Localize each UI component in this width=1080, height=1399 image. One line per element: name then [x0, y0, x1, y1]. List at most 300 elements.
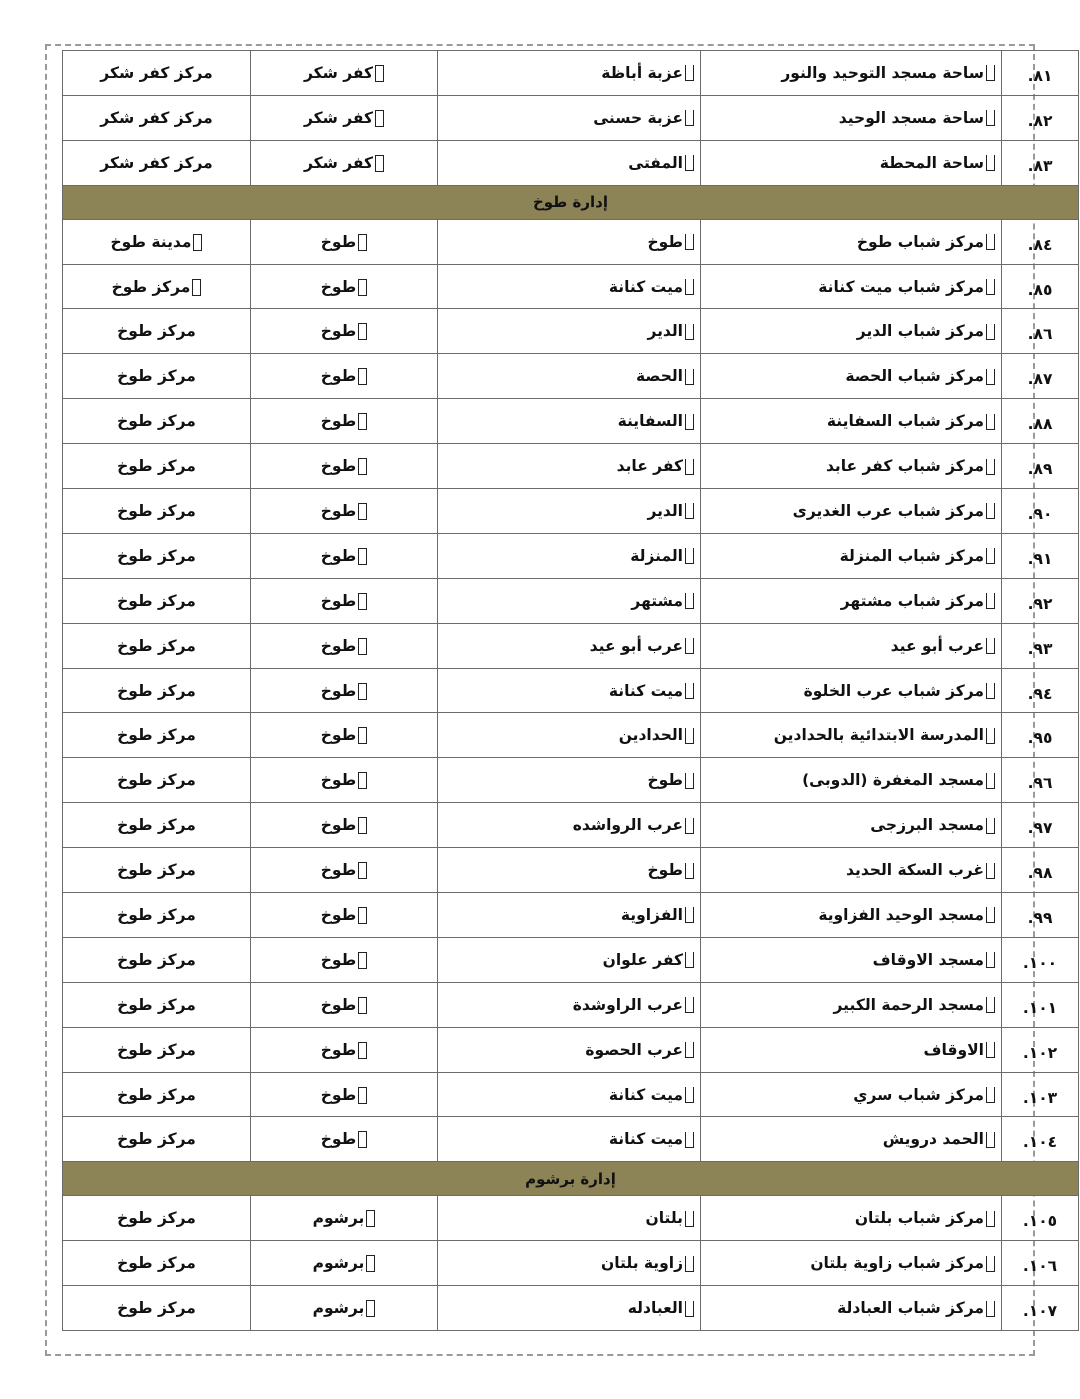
row-number	[1002, 713, 1079, 758]
location-name	[701, 533, 1002, 578]
table-row	[63, 533, 1079, 578]
checkbox-icon	[358, 817, 367, 834]
village-text: المنزلة	[630, 546, 683, 565]
checkbox-icon	[685, 638, 694, 654]
checkbox-icon	[685, 863, 694, 879]
center	[63, 893, 251, 938]
checkbox-icon	[986, 593, 995, 609]
center-text: مركز طوخ	[117, 681, 196, 700]
table-row	[63, 937, 1079, 982]
row-number	[1002, 140, 1079, 185]
local-unit-text: طوخ	[320, 1040, 357, 1059]
checkbox-icon	[685, 414, 694, 430]
center	[63, 219, 251, 264]
center-text: مركز طوخ	[117, 322, 196, 341]
location-name	[701, 444, 1002, 489]
table-row	[63, 848, 1079, 893]
local-unit	[251, 713, 438, 758]
row-number-text: ٩٦.	[1027, 774, 1053, 793]
row-number-text: ٩٩.	[1027, 908, 1053, 927]
village	[438, 668, 701, 713]
local-unit-text: طوخ	[320, 995, 357, 1014]
center-text: مركز طوخ	[117, 905, 196, 924]
location-name	[701, 1027, 1002, 1072]
local-unit	[251, 489, 438, 534]
village-text: الدير	[647, 501, 683, 520]
center-text: مركز طوخ	[117, 861, 196, 880]
local-unit-text: طوخ	[320, 1130, 357, 1149]
center	[63, 354, 251, 399]
local-unit-text: طوخ	[320, 232, 357, 251]
location-name-text: مركز شباب العبادلة	[837, 1299, 984, 1318]
table-row	[63, 1117, 1079, 1162]
checkbox-icon	[366, 1210, 375, 1227]
row-number	[1002, 623, 1079, 668]
center	[63, 848, 251, 893]
row-number	[1002, 848, 1079, 893]
village	[438, 264, 701, 309]
row-number	[1002, 444, 1079, 489]
center	[63, 489, 251, 534]
location-name	[701, 713, 1002, 758]
row-number-text: ٨٥.	[1027, 280, 1053, 299]
location-name-text: مركز شباب بلتان	[854, 1209, 984, 1228]
local-unit	[251, 264, 438, 309]
location-name-text: مركز شباب مشتهر	[840, 591, 984, 610]
table-row	[63, 893, 1079, 938]
checkbox-icon	[685, 907, 694, 923]
table-row	[63, 1027, 1079, 1072]
location-name	[701, 848, 1002, 893]
checkbox-icon	[685, 369, 694, 385]
row-number-text: ١٠١.	[1022, 998, 1058, 1017]
checkbox-icon	[685, 728, 694, 744]
local-unit	[251, 95, 438, 140]
row-number-text: ٩٨.	[1027, 864, 1053, 883]
village-text: ميت كنانة	[608, 1130, 683, 1149]
checkbox-icon	[375, 155, 384, 172]
table-row	[63, 489, 1079, 534]
location-name-text: ساحة المحطة	[879, 153, 984, 172]
table-row	[63, 578, 1079, 623]
table-row	[63, 219, 1079, 264]
checkbox-icon	[685, 952, 694, 968]
checkbox-icon	[986, 1211, 995, 1227]
row-number-text: ٨٢.	[1027, 111, 1053, 130]
location-name	[701, 1072, 1002, 1117]
location-name-text: مسجد الاوقاف	[872, 950, 984, 969]
checkbox-icon	[358, 413, 367, 430]
row-number-text: ٩٢.	[1027, 594, 1053, 613]
row-number-text: ١٠٥.	[1022, 1212, 1058, 1231]
center	[63, 95, 251, 140]
location-name-text: مركز شباب الحصة	[845, 367, 984, 386]
checkbox-icon	[986, 728, 995, 744]
local-unit-text: طوخ	[320, 457, 357, 476]
location-name	[701, 219, 1002, 264]
center	[63, 533, 251, 578]
table-row	[63, 713, 1079, 758]
village-text: الحصة	[636, 367, 683, 386]
local-unit	[251, 937, 438, 982]
local-unit	[251, 140, 438, 185]
row-number-text: ٨٩.	[1027, 460, 1053, 479]
center	[63, 309, 251, 354]
checkbox-icon	[685, 1256, 694, 1272]
row-number-text: ٨١.	[1027, 66, 1053, 85]
checkbox-icon	[358, 1042, 367, 1059]
row-number-text: ٩٧.	[1027, 819, 1053, 838]
center	[63, 140, 251, 185]
location-name-text: مركز شباب المنزلة	[839, 546, 984, 565]
local-unit-text: طوخ	[320, 412, 357, 431]
local-unit-text: طوخ	[320, 501, 357, 520]
row-number-text: ٨٤.	[1027, 235, 1053, 254]
location-name	[701, 140, 1002, 185]
location-name-text: عرب أبو عيد	[890, 636, 984, 655]
row-number-text: ٩٤.	[1027, 684, 1053, 703]
checkbox-icon	[358, 683, 367, 700]
table-row	[63, 51, 1079, 96]
center-text: مركز كفر شكر	[100, 108, 213, 127]
location-name	[701, 51, 1002, 96]
checkbox-icon	[986, 1132, 995, 1148]
checkbox-icon	[358, 997, 367, 1014]
village-text: كفر عابد	[616, 457, 683, 476]
checkbox-icon	[685, 1301, 694, 1317]
local-unit-text: طوخ	[320, 1085, 357, 1104]
row-number	[1002, 354, 1079, 399]
local-unit	[251, 758, 438, 803]
checkbox-icon	[986, 818, 995, 834]
center-text: مركز طوخ	[117, 950, 196, 969]
center-text: مركز طوخ	[117, 726, 196, 745]
location-name	[701, 399, 1002, 444]
location-name	[701, 668, 1002, 713]
checkbox-icon	[685, 279, 694, 295]
checkbox-icon	[685, 548, 694, 564]
center-text: مركز طوخ	[117, 367, 196, 386]
center	[63, 1027, 251, 1072]
checkbox-icon	[685, 997, 694, 1013]
village-text: طوخ	[647, 861, 683, 880]
local-unit-text: كفر شكر	[303, 153, 374, 172]
local-unit-text: طوخ	[320, 816, 357, 835]
checkbox-icon	[366, 1300, 375, 1317]
village	[438, 219, 701, 264]
row-number-text: ٩٥.	[1027, 729, 1053, 748]
row-number	[1002, 1241, 1079, 1286]
checkbox-icon	[986, 1301, 995, 1317]
local-unit-text: طوخ	[320, 636, 357, 655]
village-text: ميت كنانة	[608, 277, 683, 296]
checkbox-icon	[986, 997, 995, 1013]
center-text: مركز طوخ	[117, 1085, 196, 1104]
checkbox-icon	[986, 863, 995, 879]
local-unit-text: برشوم	[312, 1254, 365, 1273]
village-text: الحدادين	[618, 726, 683, 745]
table-row	[63, 758, 1079, 803]
row-number	[1002, 1072, 1079, 1117]
row-number	[1002, 1286, 1079, 1331]
row-number-text: ١٠٠.	[1022, 953, 1058, 972]
location-name	[701, 937, 1002, 982]
table-row	[63, 1196, 1079, 1241]
local-unit	[251, 893, 438, 938]
center-text: مركز طوخ	[117, 816, 196, 835]
local-unit	[251, 1072, 438, 1117]
checkbox-icon	[986, 503, 995, 519]
village	[438, 1027, 701, 1072]
location-name-text: مركز شباب عرب الغديرى	[792, 501, 984, 520]
village	[438, 623, 701, 668]
local-unit-text: كفر شكر	[303, 108, 374, 127]
checkbox-icon	[685, 1042, 694, 1058]
location-name	[701, 264, 1002, 309]
location-name	[701, 1117, 1002, 1162]
center	[63, 1286, 251, 1331]
center	[63, 399, 251, 444]
table-row	[63, 399, 1079, 444]
row-number-text: ١٠٤.	[1022, 1133, 1058, 1152]
row-number	[1002, 51, 1079, 96]
location-name-text: مسجد المغفرة (الدوبى)	[802, 771, 984, 790]
checkbox-icon	[358, 952, 367, 969]
local-unit-text: طوخ	[320, 322, 357, 341]
center-text: مركز طوخ	[117, 995, 196, 1014]
center-text: مركز كفر شكر	[100, 63, 213, 82]
section-title: إدارة برشوم	[63, 1162, 1079, 1196]
row-number	[1002, 399, 1079, 444]
checkbox-icon	[375, 65, 384, 82]
village-text: الدير	[647, 322, 683, 341]
section-row	[63, 185, 1079, 219]
village	[438, 803, 701, 848]
checkbox-icon	[358, 323, 367, 340]
checkbox-icon	[358, 638, 367, 655]
local-unit	[251, 1196, 438, 1241]
local-unit-text: طوخ	[320, 681, 357, 700]
center	[63, 51, 251, 96]
checkbox-icon	[685, 1211, 694, 1227]
village	[438, 893, 701, 938]
checkbox-icon	[986, 234, 995, 250]
checkbox-icon	[685, 1087, 694, 1103]
row-number	[1002, 1027, 1079, 1072]
local-unit	[251, 1117, 438, 1162]
checkbox-icon	[375, 110, 384, 127]
row-number	[1002, 668, 1079, 713]
table-row	[63, 668, 1079, 713]
location-name-text: الاوقاف	[923, 1040, 984, 1059]
location-name-text: مسجد البرزجى	[870, 816, 984, 835]
village	[438, 309, 701, 354]
local-unit-text: طوخ	[320, 591, 357, 610]
village-text: بلتان	[645, 1209, 683, 1228]
location-name	[701, 1286, 1002, 1331]
checkbox-icon	[685, 503, 694, 519]
locations-table	[62, 50, 1079, 1331]
center	[63, 578, 251, 623]
village	[438, 1117, 701, 1162]
table-row	[63, 140, 1079, 185]
checkbox-icon	[358, 593, 367, 610]
row-number	[1002, 264, 1079, 309]
location-name-text: مركز شباب الدير	[856, 322, 984, 341]
local-unit	[251, 848, 438, 893]
row-number-text: ٩٣.	[1027, 639, 1053, 658]
checkbox-icon	[986, 1087, 995, 1103]
center	[63, 1196, 251, 1241]
location-name	[701, 1196, 1002, 1241]
village-text: عرب الحصوة	[585, 1040, 683, 1059]
location-name-text: الحمد درويش	[882, 1130, 984, 1149]
village	[438, 1241, 701, 1286]
location-name	[701, 354, 1002, 399]
checkbox-icon	[986, 459, 995, 475]
village-text: السفاينة	[617, 412, 683, 431]
row-number-text: ٨٧.	[1027, 370, 1053, 389]
village	[438, 758, 701, 803]
checkbox-icon	[986, 907, 995, 923]
location-name-text: ساحة مسجد التوحيد والنور	[781, 63, 984, 82]
checkbox-icon	[986, 279, 995, 295]
row-number	[1002, 982, 1079, 1027]
table-row	[63, 1072, 1079, 1117]
location-name	[701, 95, 1002, 140]
local-unit-text: طوخ	[320, 861, 357, 880]
location-name-text: غرب السكة الحديد	[846, 861, 984, 880]
location-name-text: مركز شباب سري	[853, 1085, 984, 1104]
local-unit	[251, 219, 438, 264]
local-unit-text: طوخ	[320, 277, 357, 296]
row-number	[1002, 803, 1079, 848]
village-text: طوخ	[647, 232, 683, 251]
checkbox-icon	[685, 459, 694, 475]
checkbox-icon	[986, 548, 995, 564]
village	[438, 51, 701, 96]
village-text: عرب الراوشدة	[572, 995, 683, 1014]
checkbox-icon	[685, 65, 694, 81]
center	[63, 623, 251, 668]
location-name	[701, 803, 1002, 848]
checkbox-icon	[685, 593, 694, 609]
center	[63, 1117, 251, 1162]
row-number	[1002, 309, 1079, 354]
table-row	[63, 354, 1079, 399]
location-name	[701, 309, 1002, 354]
checkbox-icon	[986, 773, 995, 789]
row-number-text: ٨٣.	[1027, 156, 1053, 175]
location-name-text: مسجد الرحمة الكبير	[833, 995, 984, 1014]
table-row	[63, 803, 1079, 848]
location-name	[701, 893, 1002, 938]
location-name-text: مركز شباب طوخ	[856, 232, 984, 251]
checkbox-icon	[986, 683, 995, 699]
village-text: زاوية بلتان	[600, 1254, 683, 1273]
village-text: كفر علوان	[602, 950, 683, 969]
village	[438, 533, 701, 578]
table-row	[63, 95, 1079, 140]
checkbox-icon	[366, 1255, 375, 1272]
village-text: الفزاوية	[620, 905, 683, 924]
location-name	[701, 489, 1002, 534]
local-unit-text: طوخ	[320, 950, 357, 969]
village	[438, 140, 701, 185]
center	[63, 713, 251, 758]
village	[438, 399, 701, 444]
row-number	[1002, 95, 1079, 140]
village	[438, 937, 701, 982]
village	[438, 95, 701, 140]
village	[438, 1196, 701, 1241]
checkbox-icon	[358, 234, 367, 251]
location-name	[701, 982, 1002, 1027]
row-number-text: ١٠٢.	[1022, 1043, 1058, 1062]
location-name-text: ساحة مسجد الوحيد	[838, 108, 984, 127]
checkbox-icon	[358, 458, 367, 475]
row-number	[1002, 937, 1079, 982]
village	[438, 982, 701, 1027]
section-title: إدارة طوخ	[63, 185, 1079, 219]
center-text: مركز كفر شكر	[100, 153, 213, 172]
location-name	[701, 758, 1002, 803]
village	[438, 444, 701, 489]
village	[438, 489, 701, 534]
center-text: مركز طوخ	[117, 591, 196, 610]
center	[63, 264, 251, 309]
row-number	[1002, 758, 1079, 803]
table-row	[63, 982, 1079, 1027]
checkbox-icon	[192, 279, 201, 296]
center-text: مركز طوخ	[117, 771, 196, 790]
row-number-text: ١٠٣.	[1022, 1088, 1058, 1107]
local-unit	[251, 354, 438, 399]
local-unit	[251, 444, 438, 489]
checkbox-icon	[685, 324, 694, 340]
checkbox-icon	[358, 368, 367, 385]
location-name	[701, 623, 1002, 668]
village-text: ميت كنانة	[608, 681, 683, 700]
village-text: العبادله	[627, 1299, 683, 1318]
center-text: مركز طوخ	[117, 1254, 196, 1273]
checkbox-icon	[685, 773, 694, 789]
local-unit	[251, 51, 438, 96]
village-text: عرب الرواشده	[572, 816, 683, 835]
village	[438, 578, 701, 623]
local-unit	[251, 982, 438, 1027]
village-text: عرب أبو عيد	[589, 636, 683, 655]
center-text: مركز طوخ	[117, 636, 196, 655]
location-name-text: مركز شباب السفاينة	[826, 412, 984, 431]
local-unit	[251, 1027, 438, 1072]
checkbox-icon	[986, 65, 995, 81]
location-name-text: مركز شباب كفر عابد	[825, 457, 984, 476]
local-unit	[251, 533, 438, 578]
table-row	[63, 444, 1079, 489]
center-text: مركز طوخ	[117, 412, 196, 431]
location-name-text: مركز شباب عرب الخلوة	[803, 681, 984, 700]
center	[63, 937, 251, 982]
checkbox-icon	[986, 952, 995, 968]
row-number-text: ٨٨.	[1027, 415, 1053, 434]
local-unit-text: طوخ	[320, 726, 357, 745]
center	[63, 668, 251, 713]
row-number	[1002, 533, 1079, 578]
village	[438, 848, 701, 893]
location-name	[701, 578, 1002, 623]
center-text: مركز طوخ	[117, 1040, 196, 1059]
